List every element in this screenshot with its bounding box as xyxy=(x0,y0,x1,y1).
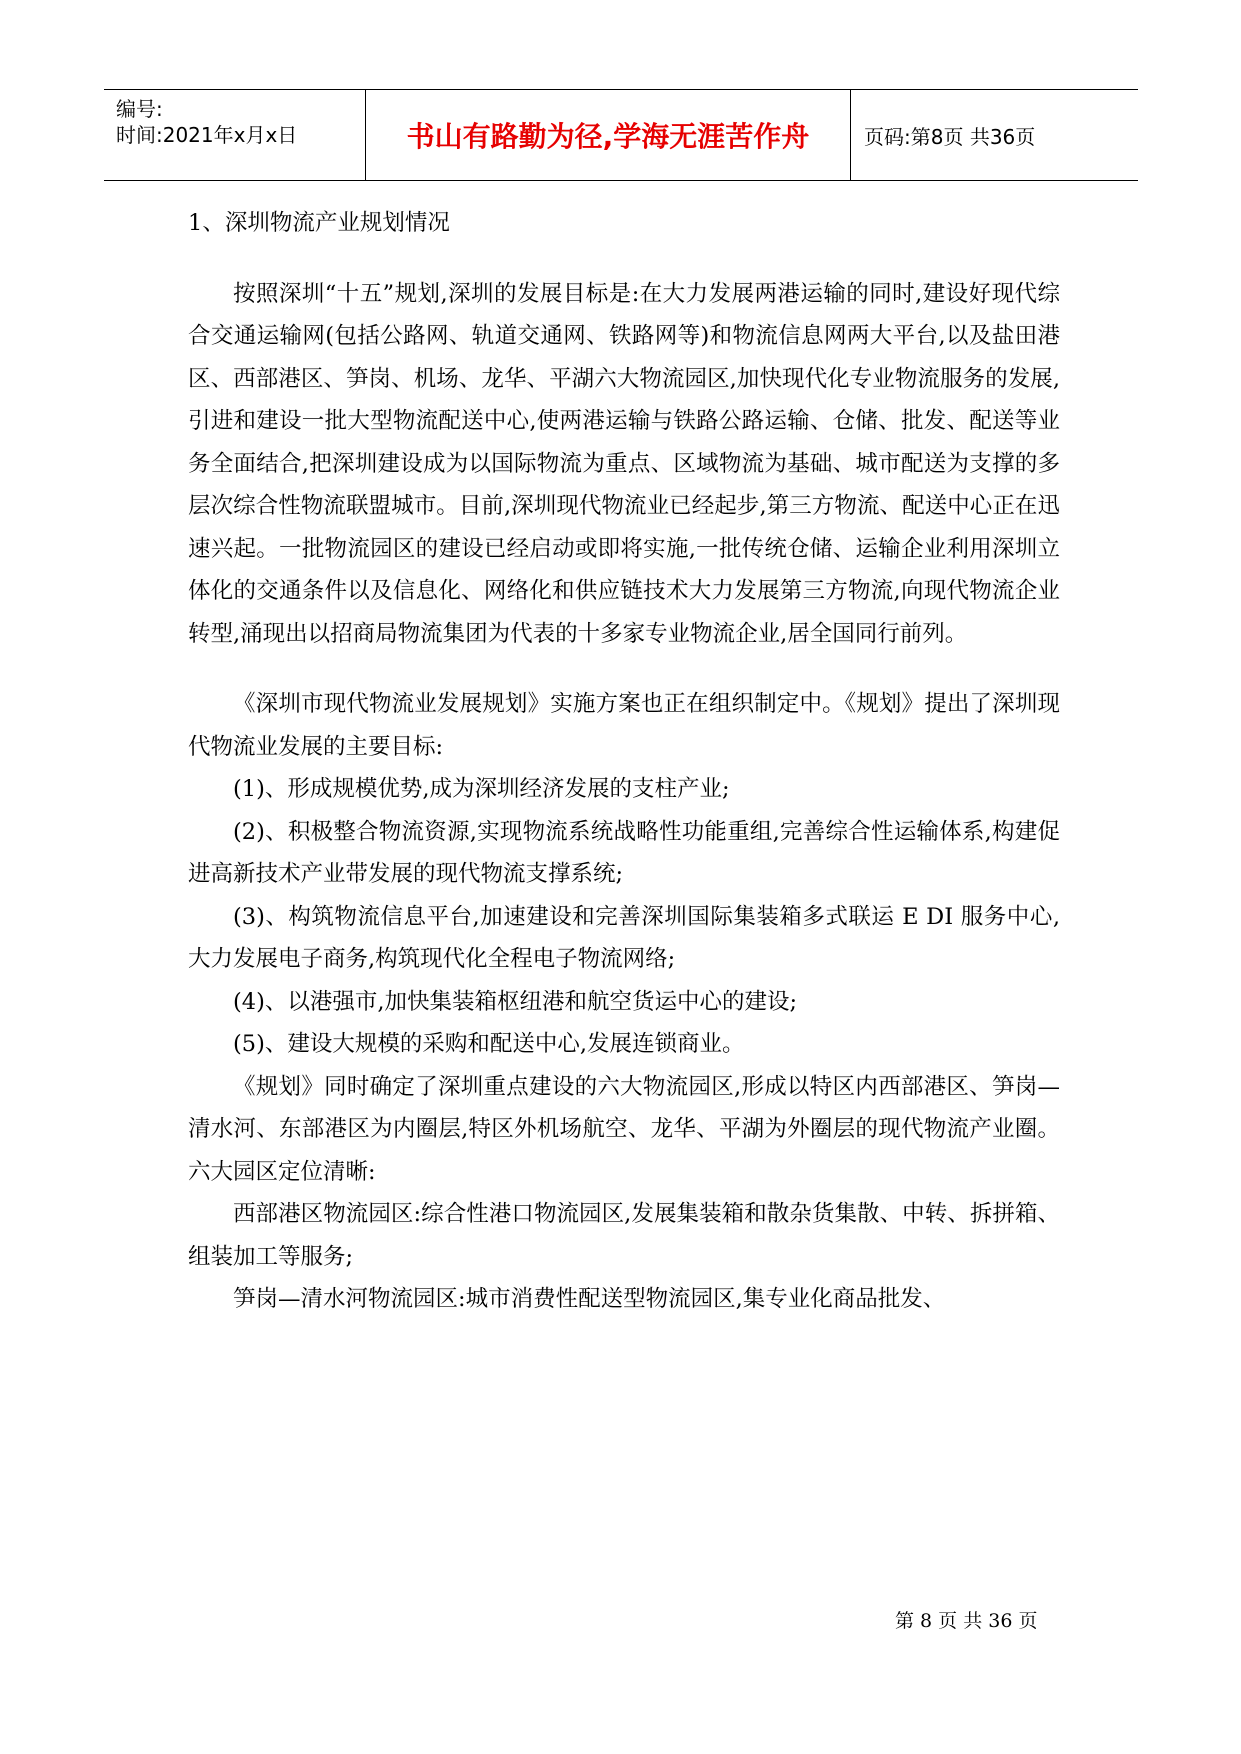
goal-item: (3)、构筑物流信息平台,加速建设和完善深圳国际集装箱多式联运 E DI 服务中心,大力发展电子商务,构筑现代化全程电子物流网络; xyxy=(188,903,1060,972)
paragraph-plan-goals: 按照深圳“十五”规划,深圳的发展目标是:在大力发展两港运输的同时,建设好现代综合交通运输网(包括公路网、轨道交通网、铁路网等)和物流信息网两大平台,以及盐田港区、西部港区、笋岗、机场、龙华、平湖六大物流园区,加快现代化专业物流服务的发展,引进和建设一批大型物流配送中心,使两港运输与铁路公路运输、仓储、批发、配送等业务全面结合,把深圳建设成为以国际物流为重点、区域物流为基础、城市配送为支撑的多层次综合性物流联盟城市。目前,深圳现代物流业已经起步,第三方物流、配送中心正在迅速兴起。一批物流园区的建设已经启动或即将实施,一批传统仓储、运输企业利用深圳立体化的交通条件以及信息化、网络化和供应链技术大力发展第三方物流,向现代物流企业转型,涌现出以招商局物流集团为代表的十多家专业物流企业,居全国同行前列。 xyxy=(188,280,1060,647)
goal-item: (4)、以港强市,加快集装箱枢纽港和航空货运中心的建设; xyxy=(233,988,798,1015)
page-footer: 第 8 页 共 36 页 xyxy=(895,1610,1038,1632)
paragraph-west-port: 西部港区物流园区:综合性港口物流园区,发展集装箱和散杂货集散、中转、拆拼箱、组装加工等服务; xyxy=(188,1201,1060,1270)
page-header xyxy=(104,89,1138,181)
serial-label: 编号: xyxy=(116,97,163,121)
time-label: 时间:2021年x月x日 xyxy=(116,123,298,147)
goal-item: (5)、建设大规模的采购和配送中心,发展连锁商业。 xyxy=(233,1031,745,1057)
goal-item: (2)、积极整合物流资源,实现物流系统战略性功能重组,完善综合性运输体系,构建促进高新技术产业带发展的现代物流支撑系统; xyxy=(188,818,1060,887)
page-code: 页码:第8页 共36页 xyxy=(864,124,1036,149)
paragraph-logistics-parks: 《规划》同时确定了深圳重点建设的六大物流园区,形成以特区内西部港区、笋岗—清水河、东部港区为内圈层,特区外机场航空、龙华、平湖为外圈层的现代物流产业圈。六大园区定位清晰: xyxy=(188,1073,1060,1185)
goal-item: (1)、形成规模优势,成为深圳经济发展的支柱产业; xyxy=(233,776,730,802)
paragraph-plan-intro: 《深圳市现代物流业发展规划》实施方案也正在组织制定中。《规划》提出了深圳现代物流业发展的主要目标: xyxy=(188,691,1060,760)
spacer xyxy=(188,655,1060,683)
spacer xyxy=(188,245,1060,273)
paragraph-sungang: 笋岗—清水河物流园区:城市消费性配送型物流园区,集专业化商品批发、 xyxy=(233,1286,946,1312)
motto-text: 书山有路勤为径,学海无涯苦作舟 xyxy=(406,120,810,153)
header-page-cell xyxy=(864,90,1134,180)
header-motto-cell xyxy=(366,90,850,180)
section-title: 1、深圳物流产业规划情况 xyxy=(188,210,450,236)
document-body xyxy=(188,202,1060,1321)
header-divider-right xyxy=(850,90,851,180)
